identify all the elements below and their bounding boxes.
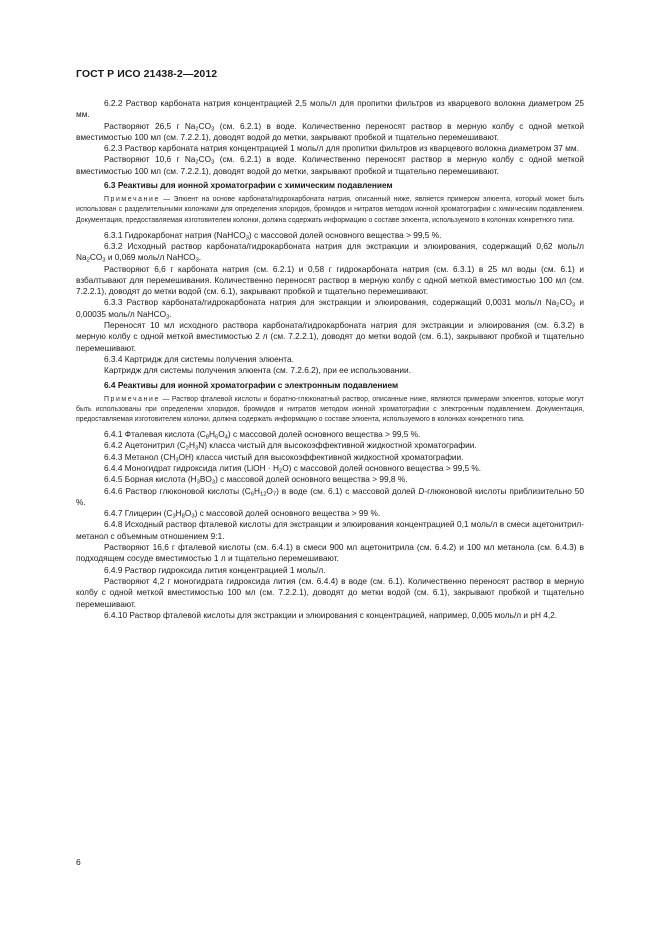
body-paragraph: 6.4.2 Ацетонитрил $(C_2H_3N)$ класса чистый для высокоэффективной жидкостной хроматографии. [104,440,477,452]
body-paragraph: 6.4.10 Раствор фталевой кислоты для экстракции и элюирования с концентрацией, например, 0,005 моль/л и pH 4,2. [104,609,558,620]
section-heading: 6.4 Реактивы для ионной хроматографии с электронным подавлением [104,379,399,390]
body-paragraph: 6.4.8 Исходный раствор фталевой кислоты для экстракции и элюирования концентрацией 0,1 моль/л в смеси ацетонитрил-метанол с объемным отношением 9:1. [76,519,584,541]
body-paragraph: 6.3.2 Исходный раствор карбоната/гидрокарбоната натрия для экстракции и элюирования, содержащий 0,62 моль/л $Na_2CO_3$ и 0,069 моль/л NaHCO$_3$. [76,240,584,264]
body-paragraph: 6.3.1 Гидрокарбонат натрия (NaHCO$_3$) с массовой долей основного вещества > 99,5 %. [104,229,442,242]
body-paragraph: 6.2.2 Раствор карбоната натрия концентрацией 2,5 моль/л для пропитки фильтров из кварцевого волокна диаметром 25 мм. [76,98,584,120]
body-paragraph: 6.3.4 Картридж для системы получения элюента. [104,353,294,364]
body-paragraph: Растворяют 16,6 г фталевой кислоты (см. 6.4.1) в смеси 900 мл ацетонитрила (см. 6.4.2) и 100 мл метанола (см. 6.4.3) в подходящем сосуде вместимостью 1 л и тщательно перемешивают. [76,542,584,564]
body-paragraph: Растворяют 26,5 г $Na_2CO_3$ (см. 6.2.1) в воде. Количественно переносят раствор в мерную колбу с одной меткой вместимостью 100 мл (см. 7.2.2.1), доводят водой до метки, закрывают пробкой и тщательно перемешивают. [76,120,584,142]
body-paragraph: 6.4.7 Глицерин $(C_3H_8O_3)$ с массовой долей основного вещества > 99 %. [104,508,381,520]
body-paragraph: Картридж для системы получения элюента (см. 7.2.6.2), при ее использовании. [104,365,411,376]
body-paragraph: 6.4.6 Раствор глюконовой кислоты $(C_6H_{12}O_7)$ в воде (см. 6.1) с массовой долей D-глюконовой кислоты приблизительно 50 %. [76,485,584,507]
body-paragraph: 6.2.3 Раствор карбоната натрия концентрацией 1 моль/л для пропитки фильтров из кварцевого волокна диаметром 37 мм. [104,143,579,154]
document-header: ГОСТ Р ИСО 21438-2—2012 [76,68,218,80]
section-heading: 6.3 Реактивы для ионной хроматографии с химическим подавлением [104,180,393,191]
body-paragraph: 6.3.3 Раствор карбоната/гидрокарбоната натрия для экстракции и элюирования, содержащий 0,0031 моль/л $Na_2CO_3$ и 0,00035 моль/л NaHCO$_3$. [76,297,584,321]
body-paragraph: 6.4.4 Моногидрат гидроксида лития (LiOH · $H_2O$) с массовой долей основного вещества > 99,5 %. [104,462,482,475]
body-paragraph: Растворяют 4,2 г моногидрата гидроксида лития (см. 6.4.4) в воде (см. 6.1). Количественно переносят раствор в мерную колбу с одной меткой вместимостью 100 мл (см. 7.2.2.1), доводят до метки водой (см. 6.1), закрывают пробкой и тщательно перемешивают. [76,575,584,609]
body-paragraph: 6.4.9 Раствор гидроксида лития концентрацией 1 моль/л. [104,564,326,575]
body-paragraph: 6.4.5 Борная кислота $(H_3BO_3)$ с массовой долей основного вещества > 99,8 %. [104,474,408,486]
document-body [76,98,584,621]
page-number: 6 [76,857,81,867]
body-paragraph: Растворяют 10,6 г $Na_2CO_3$ (см. 6.2.1) в воде. Количественно переносят раствор в мерную колбу с одной меткой вместимостью 100 мл (см. 7.2.2.1), доводят водой до метки, закрывают пробкой и тщательно перемешивают. [76,154,584,176]
body-paragraph: Переносят 10 мл исходного раствора карбоната/гидрокарбоната натрия для экстракции и элюирования (см. 6.3.2) в мерную колбу с одной меткой вместимостью 2 л (см. 7.2.2.1), доводят до метки водой (см. 6.1), закрывают пробкой и тщательно перемешивают. [76,320,584,353]
body-paragraph: Растворяют 6,6 г карбоната натрия (см. 6.2.1) и 0,58 г гидрокарбоната натрия (см. 6.3.1) в 25 мл воды (см. 6.1) и взбалтывают для перемешивания. Количественно переносят раствор в мерную колбу с одной меткой вместимостью 100 мл (см. 7.2.2.1), доводят до метки водой (см. 6.1), закрывают пробкой и тщательно перемешивают. [76,263,584,297]
body-paragraph: 6.4.1 Фталевая кислота $(C_8H_6O_4)$ с массовой долей основного вещества > 99,5 %. [104,429,421,441]
body-paragraph: 6.4.3 Метанол $(CH_3OH)$ класса чистый для высокоэффективной жидкостной хроматографии. [104,451,464,464]
note-paragraph: Примечание — Элюент на основе карбоната/гидрокарбоната натрия, описанный ниже, является примером элюента, который может быть использован с разделительными колонками для определения хлоридов, бромидов и нитратов методом ионной хроматографии с химическим подавлением. Документация, предоставляемая изготовителем колонки, должна содержать информацию о составе элюента, используемого в колонках конкретного типа. [76,196,584,224]
note-paragraph: Примечание — Раствор фталевой кислоты и боратно-глюконатный раствор, описанные ниже, являются примерами элюентов, которые могут быть использованы при определении хлоридов, бромидов и нитратов методом ионной хроматографии с электронным подавлением. Документация, предоставляемая изготовителем колонки, должна содержать информацию о составе элюента, используемого в колонках конкретного типа. [76,395,584,423]
